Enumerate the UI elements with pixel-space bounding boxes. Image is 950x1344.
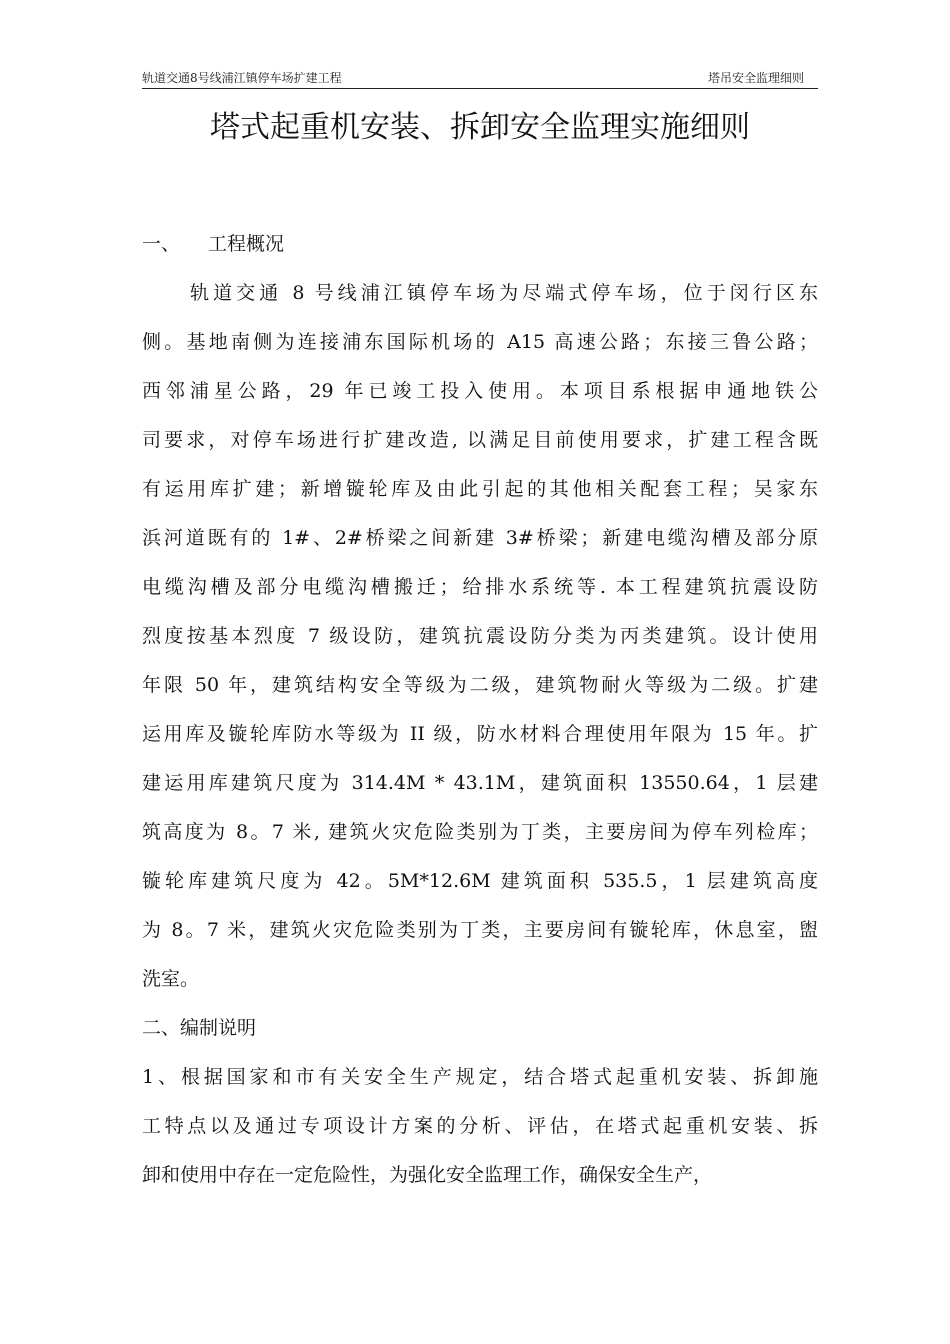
paragraph-line: 司要求，对停车场进行扩建改造, 以满足目前使用要求，扩建工程含既 bbox=[142, 429, 818, 451]
paragraph-line: 年限 50 年，建筑结构安全等级为二级，建筑物耐火等级为二级。扩建 bbox=[142, 674, 818, 696]
paragraph-line: 工特点以及通过专项设计方案的分析、评估，在塔式起重机安装、拆 bbox=[142, 1115, 818, 1137]
section-heading-compilation-notes: 二、编制说明 bbox=[142, 1017, 257, 1039]
section-number: 一、 bbox=[142, 233, 181, 255]
paragraph-line: 镟轮库建筑尺度为 42。5M*12.6M 建筑面积 535.5，1 层建筑高度 bbox=[142, 870, 818, 892]
section-heading-project-overview bbox=[142, 228, 818, 277]
paragraph-line: 建运用库建筑尺度为 314.4M * 43.1M，建筑面积 13550.64，1 层建 bbox=[142, 772, 818, 794]
paragraph-line: 卸和使用中存在一定危险性，为强化安全监理工作，确保安全生产， bbox=[142, 1164, 713, 1186]
section-heading-text: 工程概况 bbox=[208, 233, 285, 255]
paragraph-line: 运用库及镟轮库防水等级为 II 级，防水材料合理使用年限为 15 年。扩 bbox=[142, 723, 818, 745]
page-header bbox=[142, 70, 818, 89]
header-document-name: 塔吊安全监理细则 bbox=[707, 71, 804, 85]
document-title: 塔式起重机安装、拆卸安全监理实施细则 bbox=[210, 110, 750, 145]
paragraph-line: 1、根据国家和市有关安全生产规定，结合塔式起重机安装、拆卸施 bbox=[142, 1066, 818, 1088]
paragraph-line: 为 8。7 米，建筑火灾危险类别为丁类，主要房间有镟轮库，休息室，盥 bbox=[142, 919, 818, 941]
paragraph-line: 洗室。 bbox=[142, 968, 200, 990]
paragraph-line: 侧。基地南侧为连接浦东国际机场的 A15 高速公路；东接三鲁公路； bbox=[142, 331, 818, 353]
header-project-name: 轨道交通8号线浦江镇停车场扩建工程 bbox=[142, 71, 342, 85]
paragraph-line: 烈度按基本烈度 7 级设防，建筑抗震设防分类为丙类建筑。设计使用 bbox=[142, 625, 818, 647]
paragraph-line: 有运用库扩建；新增镟轮库及由此引起的其他相关配套工程；吴家东 bbox=[142, 478, 818, 500]
paragraph-line: 浜河道既有的 1#、2#桥梁之间新建 3#桥梁；新建电缆沟槽及部分原 bbox=[142, 527, 818, 549]
document-body bbox=[142, 228, 818, 1208]
paragraph-line: 西邻浦星公路，29 年已竣工投入使用。本项目系根据申通地铁公 bbox=[142, 380, 818, 402]
paragraph-line: 筑高度为 8。7 米, 建筑火灾危险类别为丁类，主要房间为停车列检库； bbox=[142, 821, 818, 843]
paragraph-line: 电缆沟槽及部分电缆沟槽搬迁；给排水系统等. 本工程建筑抗震设防 bbox=[142, 576, 818, 598]
paragraph-line: 轨道交通 8 号线浦江镇停车场为尽端式停车场，位于闵行区东 bbox=[190, 282, 818, 304]
